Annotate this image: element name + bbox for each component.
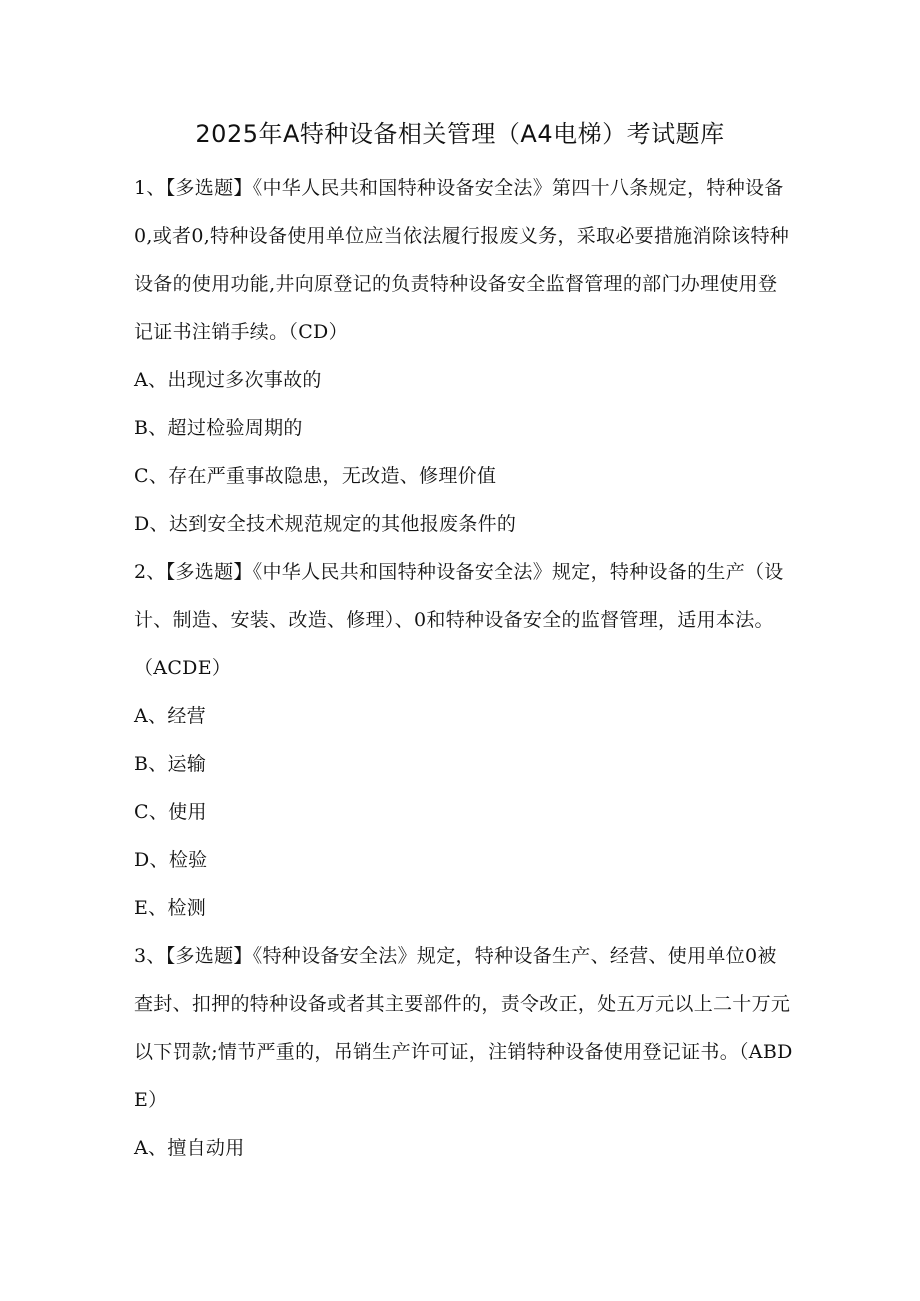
question-text: 3、【多选题】《特种设备安全法》规定，特种设备生产、经营、使用单位0被查封、扣押的特种设备或者其主要部件的，责令改正，处五万元以上二十万元以下罚款;情节严重的，吊销生产许可证，注销特种设备使用登记证书。（ABDE） (134, 945, 793, 1111)
document-title: 2025年A特种设备相关管理（A4电梯）考试题库 (195, 120, 725, 148)
option-e: E、检测 (134, 897, 207, 919)
question-list (134, 164, 794, 1172)
question-text: 2、【多选题】《中华人民共和国特种设备安全法》规定，特种设备的生产（设计、制造、安装、改造、修理）、0和特种设备安全的监督管理，适用本法。（ACDE） (134, 561, 784, 679)
question-item (134, 164, 794, 548)
question-item (134, 548, 794, 932)
question-text: 1、【多选题】《中华人民共和国特种设备安全法》第四十八条规定，特种设备0,或者0,特种设备使用单位应当依法履行报废义务，采取必要措施消除该特种设备的使用功能,井向原登记的负责特种设备安全监督管理的部门办理使用登记证书注销手续。（CD） (134, 177, 790, 343)
question-item (134, 932, 794, 1172)
option-c: C、存在严重事故隐患，无改造、修理价值 (134, 465, 497, 487)
option-a: A、擅自动用 (134, 1137, 245, 1159)
option-d: D、检验 (134, 849, 208, 871)
option-a: A、出现过多次事故的 (134, 369, 322, 391)
option-d: D、达到安全技术规范规定的其他报废条件的 (134, 513, 517, 535)
option-a: A、经营 (134, 705, 206, 727)
option-b: B、运输 (134, 753, 207, 775)
option-c: C、使用 (134, 801, 207, 823)
option-b: B、超过检验周期的 (134, 417, 303, 439)
